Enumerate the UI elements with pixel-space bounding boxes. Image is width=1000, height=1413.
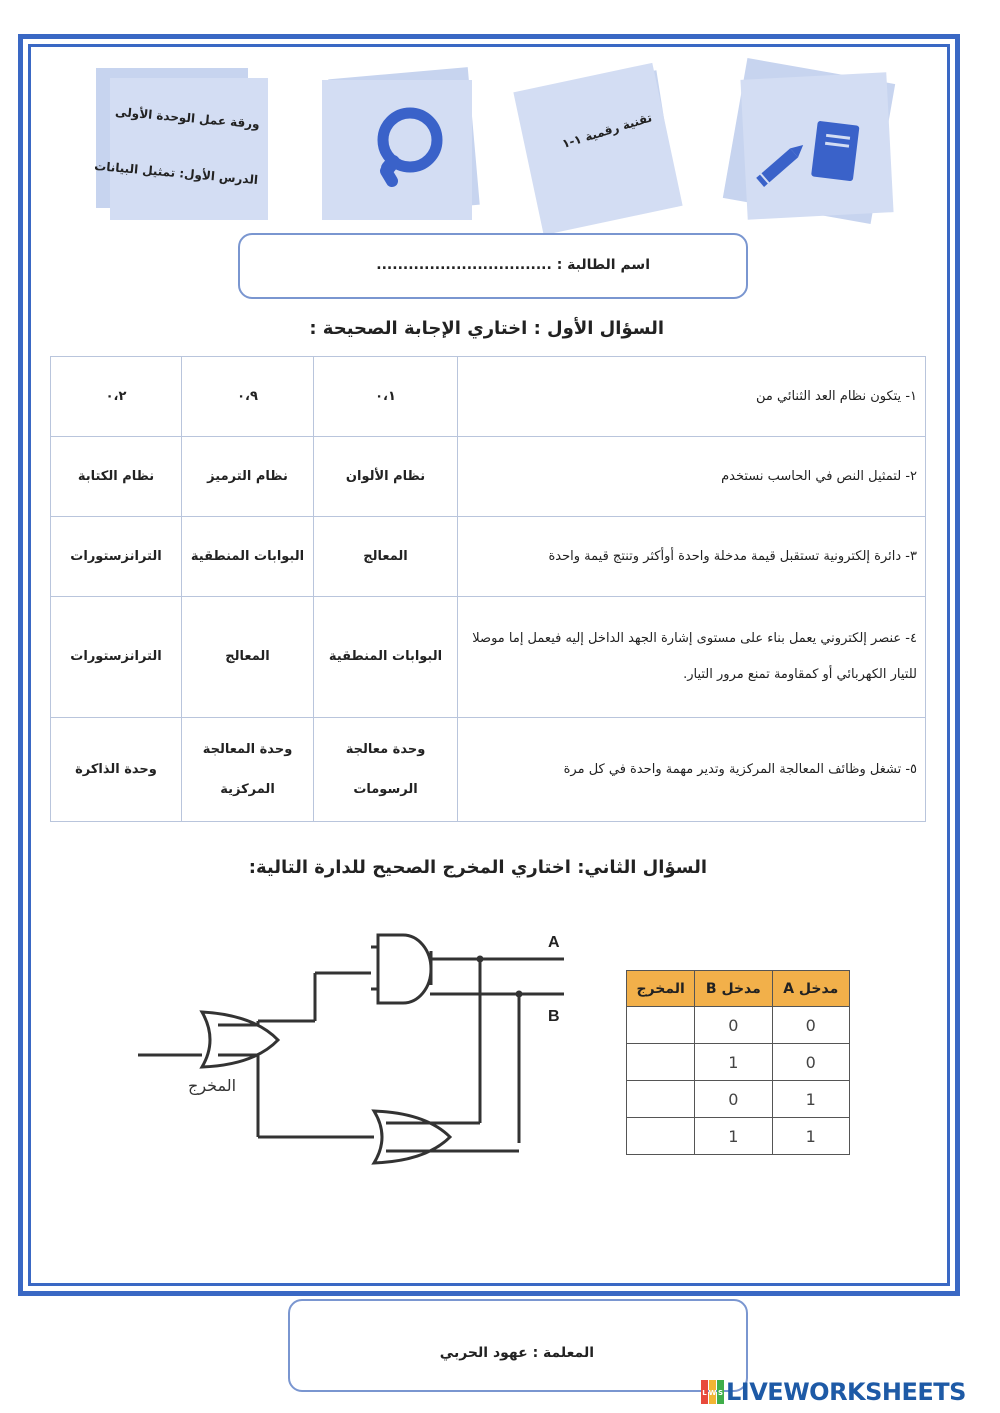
answer-option[interactable]: وحدة الذاكرة xyxy=(51,718,182,822)
answer-option[interactable]: نظام الألوان xyxy=(314,437,458,517)
truth-table-header xyxy=(627,971,850,1007)
output-answer-cell[interactable] xyxy=(627,1118,695,1155)
input-b-cell: 0 xyxy=(695,1007,772,1044)
table-row xyxy=(51,357,926,437)
and-gate xyxy=(378,935,431,1003)
question-text: ٤- عنصر إلكتروني يعمل بناء على مستوى إشارة الجهد الداخل إليه فيعمل إما موصلا للتيار الكهربائي أو كمقاومة تمنع مرور التيار. xyxy=(458,597,926,718)
output-label: المخرج xyxy=(188,1076,237,1095)
junction-dot xyxy=(477,956,484,963)
answer-option[interactable]: الترانزستورات xyxy=(51,597,182,718)
notebook-icon xyxy=(740,72,893,219)
table-row xyxy=(627,1044,850,1081)
answer-option[interactable]: المعالج xyxy=(182,597,314,718)
table-row xyxy=(627,1081,850,1118)
logo-letter: L xyxy=(702,1389,707,1397)
output-answer-cell[interactable] xyxy=(627,1007,695,1044)
input-b-cell: 1 xyxy=(695,1044,772,1081)
answer-option[interactable]: البوابات المنطقية xyxy=(182,517,314,597)
worksheet-title: ورقة عمل الوحدة الأولى xyxy=(114,104,261,132)
table-row xyxy=(51,517,926,597)
student-name-box[interactable] xyxy=(238,233,748,299)
teacher-box xyxy=(288,1299,748,1392)
table-row xyxy=(627,1007,850,1044)
answer-option[interactable]: ٠،٢ xyxy=(51,357,182,437)
input-b-label: B xyxy=(548,1008,560,1025)
notebook-card xyxy=(740,72,893,219)
answer-option[interactable]: ٠،١ xyxy=(314,357,458,437)
answer-option[interactable]: ٠،٩ xyxy=(182,357,314,437)
input-b-cell: 1 xyxy=(695,1118,772,1155)
subject-card xyxy=(513,63,682,235)
question-text: ٣- دائرة إلكترونية تستقبل قيمة مدخلة واحدة أوأكثر وتنتج قيمة واحدة xyxy=(458,517,926,597)
output-answer-cell[interactable] xyxy=(627,1081,695,1118)
mcq-table xyxy=(50,356,926,822)
liveworksheets-text: LIVEWORKSHEETS xyxy=(726,1378,966,1406)
logo-letter: S xyxy=(717,1389,724,1397)
question-2-title: السؤال الثاني: اختاري المخرج الصحيح للدارة التالية: xyxy=(248,857,707,878)
magnifier-icon xyxy=(322,80,472,220)
teacher-name: المعلمة : عهود الحربي xyxy=(439,1345,594,1361)
answer-option[interactable]: نظام الكتابة xyxy=(51,437,182,517)
subject-label: تقنية رقمية ١-١ xyxy=(560,110,654,152)
answer-option[interactable]: نظام الترميز xyxy=(182,437,314,517)
logic-circuit-diagram xyxy=(138,925,588,1175)
header-input-a: مدخل A xyxy=(772,971,850,1007)
answer-option[interactable]: وحدة المعالجة المركزية xyxy=(182,718,314,822)
input-a-cell: 1 xyxy=(772,1118,850,1155)
truth-table xyxy=(626,970,850,1155)
or-gate-inputs xyxy=(374,1111,450,1163)
answer-option[interactable]: وحدة معالجة الرسومات xyxy=(314,718,458,822)
magnifier-card xyxy=(322,80,472,220)
answer-option[interactable]: البوابات المنطقية xyxy=(314,597,458,718)
input-b-cell: 0 xyxy=(695,1081,772,1118)
question-text: ١- يتكون نظام العد الثنائي من xyxy=(458,357,926,437)
liveworksheets-logo-icon xyxy=(700,1379,726,1405)
input-a-cell: 0 xyxy=(772,1044,850,1081)
lesson-title: الدرس الأول: تمثيل البيانات xyxy=(93,158,259,188)
output-answer-cell[interactable] xyxy=(627,1044,695,1081)
answer-option[interactable]: المعالج xyxy=(314,517,458,597)
question-text: ٥- تشغل وظائف المعالجة المركزية وتدير مهمة واحدة في كل مرة xyxy=(458,718,926,822)
title-card xyxy=(93,78,268,220)
answer-option[interactable]: الترانزستورات xyxy=(51,517,182,597)
table-row xyxy=(51,437,926,517)
liveworksheets-watermark xyxy=(700,1378,966,1406)
input-a-cell: 1 xyxy=(772,1081,850,1118)
junction-dot xyxy=(516,991,523,998)
logo-letter: W xyxy=(708,1389,717,1397)
input-a-cell: 0 xyxy=(772,1007,850,1044)
question-1-title: السؤال الأول : اختاري الإجابة الصحيحة : xyxy=(309,318,664,339)
question-text: ٢- لتمثيل النص في الحاسب نستخدم xyxy=(458,437,926,517)
student-name-field[interactable]: ................................. xyxy=(376,257,552,273)
table-row xyxy=(51,718,926,822)
table-row xyxy=(51,597,926,718)
header-output: المخرج xyxy=(627,971,695,1007)
input-a-label: A xyxy=(548,934,560,951)
student-name-label: اسم الطالبة : xyxy=(556,257,650,273)
header-input-b: مدخل B xyxy=(695,971,772,1007)
table-row xyxy=(627,1118,850,1155)
